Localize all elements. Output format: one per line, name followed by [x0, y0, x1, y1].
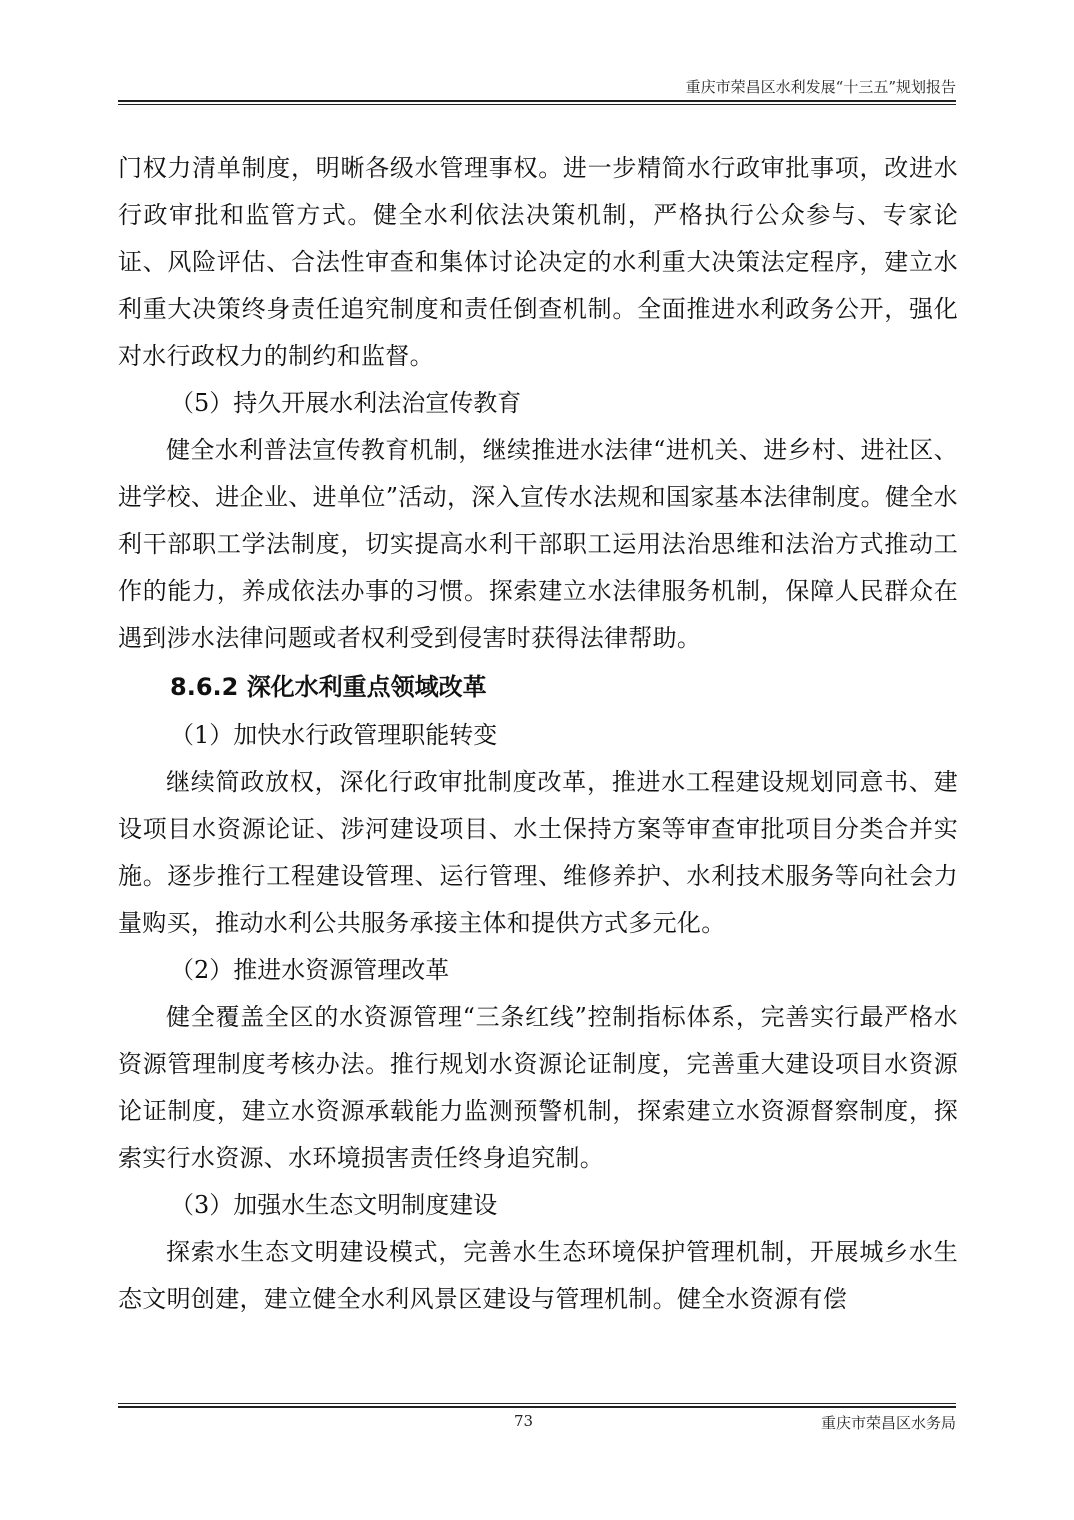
subheading-2: （2）推进水资源管理改革 [170, 956, 450, 984]
page-number: 73 [514, 1412, 534, 1430]
subheading-3: （3）加强水生态文明制度建设 [170, 1191, 498, 1219]
subheading-5: （5）持久开展水利法治宣传教育 [170, 389, 522, 417]
header-title: 重庆市荣昌区水利发展“十三五”规划报告 [685, 78, 956, 96]
footer-rule-thick [118, 1406, 956, 1408]
document-body [118, 145, 958, 1323]
footer-organization: 重庆市荣昌区水务局 [820, 1414, 956, 1432]
paragraph-continued: 门权力清单制度，明晰各级水管理事权。进一步精简水行政审批事项，改进水行政审批和监管方式。健全水利依法决策机制，严格执行公众参与、专家论证、风险评估、合法性审查和集体讨论决定的水利重大决策法定程序，建立水利重大决策终身责任追究制度和责任倒查机制。全面推进水利政务公开，强化对水行政权力的制约和监督。 [118, 154, 958, 370]
page-header [118, 74, 956, 102]
subheading-1: （1）加快水行政管理职能转变 [170, 721, 498, 749]
header-rule-thick [118, 100, 956, 102]
section-heading: 8.6.2 深化水利重点领域改革 [170, 673, 487, 701]
paragraph-ecology: 探索水生态文明建设模式，完善水生态环境保护管理机制，开展城乡水生态文明创建，建立健全水利风景区建设与管理机制。健全水资源有偿 [118, 1238, 958, 1313]
paragraph-admin-reform: 继续简政放权，深化行政审批制度改革，推进水工程建设规划同意书、建设项目水资源论证、涉河建设项目、水土保持方案等审查审批项目分类合并实施。逐步推行工程建设管理、运行管理、维修养护、水利技术服务等向社会力量购买，推动水利公共服务承接主体和提供方式多元化。 [118, 768, 958, 937]
paragraph-legal-education: 健全水利普法宣传教育机制，继续推进水法律“进机关、进乡村、进社区、进学校、进企业、进单位”活动，深入宣传水法规和国家基本法律制度。健全水利干部职工学法制度，切实提高水利干部职工运用法治思维和法治方式推动工作的能力，养成依法办事的习惯。探索建立水法律服务机制，保障人民群众在遇到涉水法律问题或者权利受到侵害时获得法律帮助。 [118, 436, 958, 652]
header-rule-thin [118, 104, 956, 105]
paragraph-water-resources: 健全覆盖全区的水资源管理“三条红线”控制指标体系，完善实行最严格水资源管理制度考核办法。推行规划水资源论证制度，完善重大建设项目水资源论证制度，建立水资源承载能力监测预警机制，探索建立水资源督察制度，探索实行水资源、水环境损害责任终身追究制。 [118, 1003, 958, 1172]
footer-rule-thin [118, 1403, 956, 1404]
